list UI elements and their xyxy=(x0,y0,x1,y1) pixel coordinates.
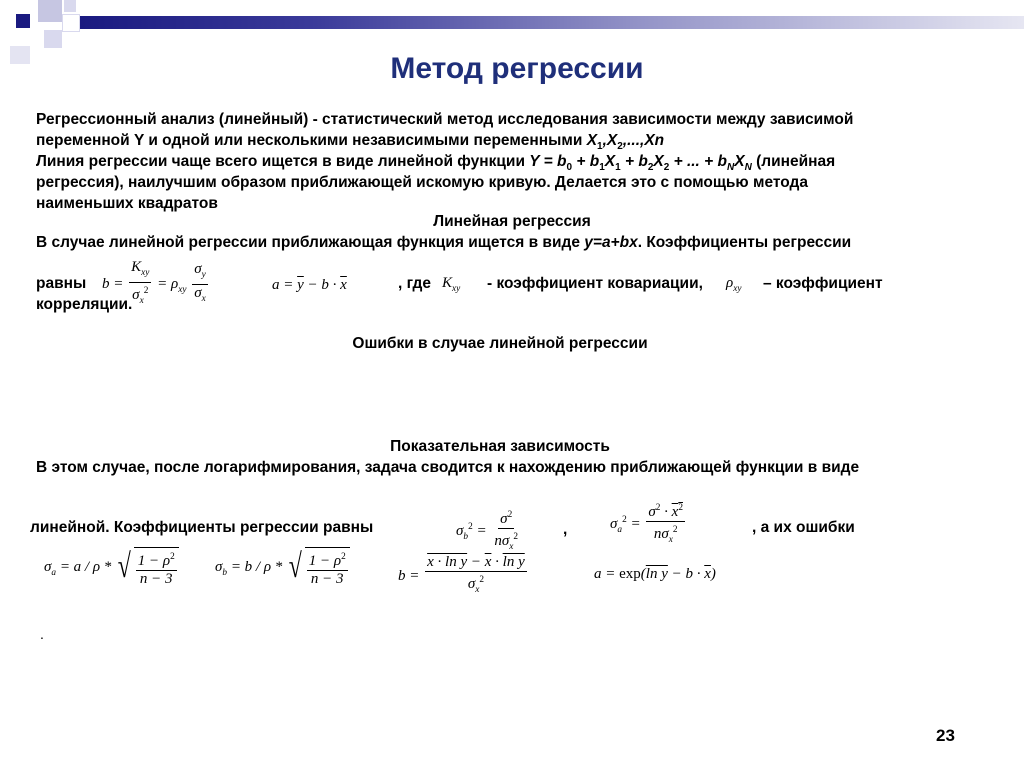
formula-b-linear: b = $\frac{K_{xy}}{\sigma_x^2}$ = $\rho_{xy}$ $\frac{\sigma_y}{\sigma_x}$ xyxy=(102,259,206,306)
page-number: 23 xyxy=(936,726,955,745)
stray-dot: . xyxy=(40,626,44,642)
deco-square xyxy=(64,0,76,12)
para2-line2: регрессия), наилучшим образом приближающей искомую кривую. Делается это с помощью метода xyxy=(36,174,808,191)
gde-label: , где xyxy=(398,275,431,292)
formula-a-exponential: a = exp(ln $y - b \cdot \overline{x}$) xyxy=(594,566,716,582)
correlation-line: корреляции. xyxy=(36,296,133,313)
para1-line1: Регрессионный анализ (линейный) - статистический метод исследования зависимости между зависимой xyxy=(36,111,854,128)
para2-line1: Линия регрессии чаще всего ищется в виде линейной функции $Y = b_0 + b_1X_1 + b_2X_2$ + ... + $b_NX_N$ (линейная xyxy=(36,153,836,174)
deco-square xyxy=(38,0,62,22)
formula-sigma-a-error: $\sigma_a = a / \rho$ * √ $\frac{1 - \rho^2}{n - 3}$ xyxy=(44,547,179,588)
linear-heading: Линейная регрессия xyxy=(433,213,591,230)
header-band xyxy=(80,16,1024,29)
formula-sigma-b-error: $\sigma_b = b / \rho$ * √ $\frac{1 - \rho^2}{n - 3}$ xyxy=(215,547,350,588)
formula-b-exponential: b = $\frac{x \cdot \ln y - \overline{x} \cdot \ln y}{\sigma_x^2}$ xyxy=(398,554,525,595)
deco-square xyxy=(62,14,80,32)
ravny-label: равны xyxy=(36,275,87,292)
formula-sigma-a-squared: $\sigma_a^2$ = $\frac{\sigma^2 \cdot x^2}{n\sigma_x^2}$ xyxy=(610,500,687,549)
exponential-line2: линейной. Коэффициенты регрессии равны xyxy=(30,519,374,536)
correlation-dash-text: – коэффициент xyxy=(763,275,883,292)
formula-a-linear: $a = \overline{y} - b \cdot \overline{x}$ xyxy=(272,277,347,293)
linear-line1: В случае линейной регрессии приближающая функция ищется в виде y=a+bx. Коэффициенты регрессии xyxy=(36,234,852,251)
slide-title: Метод регрессии xyxy=(390,52,644,85)
para1-line2: переменной Y и одной или несколькими независимыми переменными $X_1,X_2,...,Xn$ xyxy=(36,132,665,153)
exponential-line1: В этом случае, после логарифмирования, задача сводится к нахождению приближающей функции в виде xyxy=(36,459,860,476)
covariance-text: - коэффициент ковариации, xyxy=(487,275,703,292)
deco-square xyxy=(16,14,30,28)
errors-heading: Ошибки в случае линейной регрессии xyxy=(352,335,648,352)
para2-line3: наименьших квадратов xyxy=(36,195,218,212)
exponential-heading: Показательная зависимость xyxy=(390,438,610,455)
symbol-rho-xy: $\rho_{xy}$ xyxy=(726,275,742,294)
formula-sigma-b-squared: $\sigma_b^2$ = $\frac{\sigma^2}{n\sigma_x^2}$ xyxy=(456,507,522,556)
symbol-kxy: $K_{xy}$ xyxy=(442,275,461,294)
comma-separator: , xyxy=(563,521,568,538)
deco-square xyxy=(44,30,62,48)
errors-text: , а их ошибки xyxy=(752,519,855,536)
